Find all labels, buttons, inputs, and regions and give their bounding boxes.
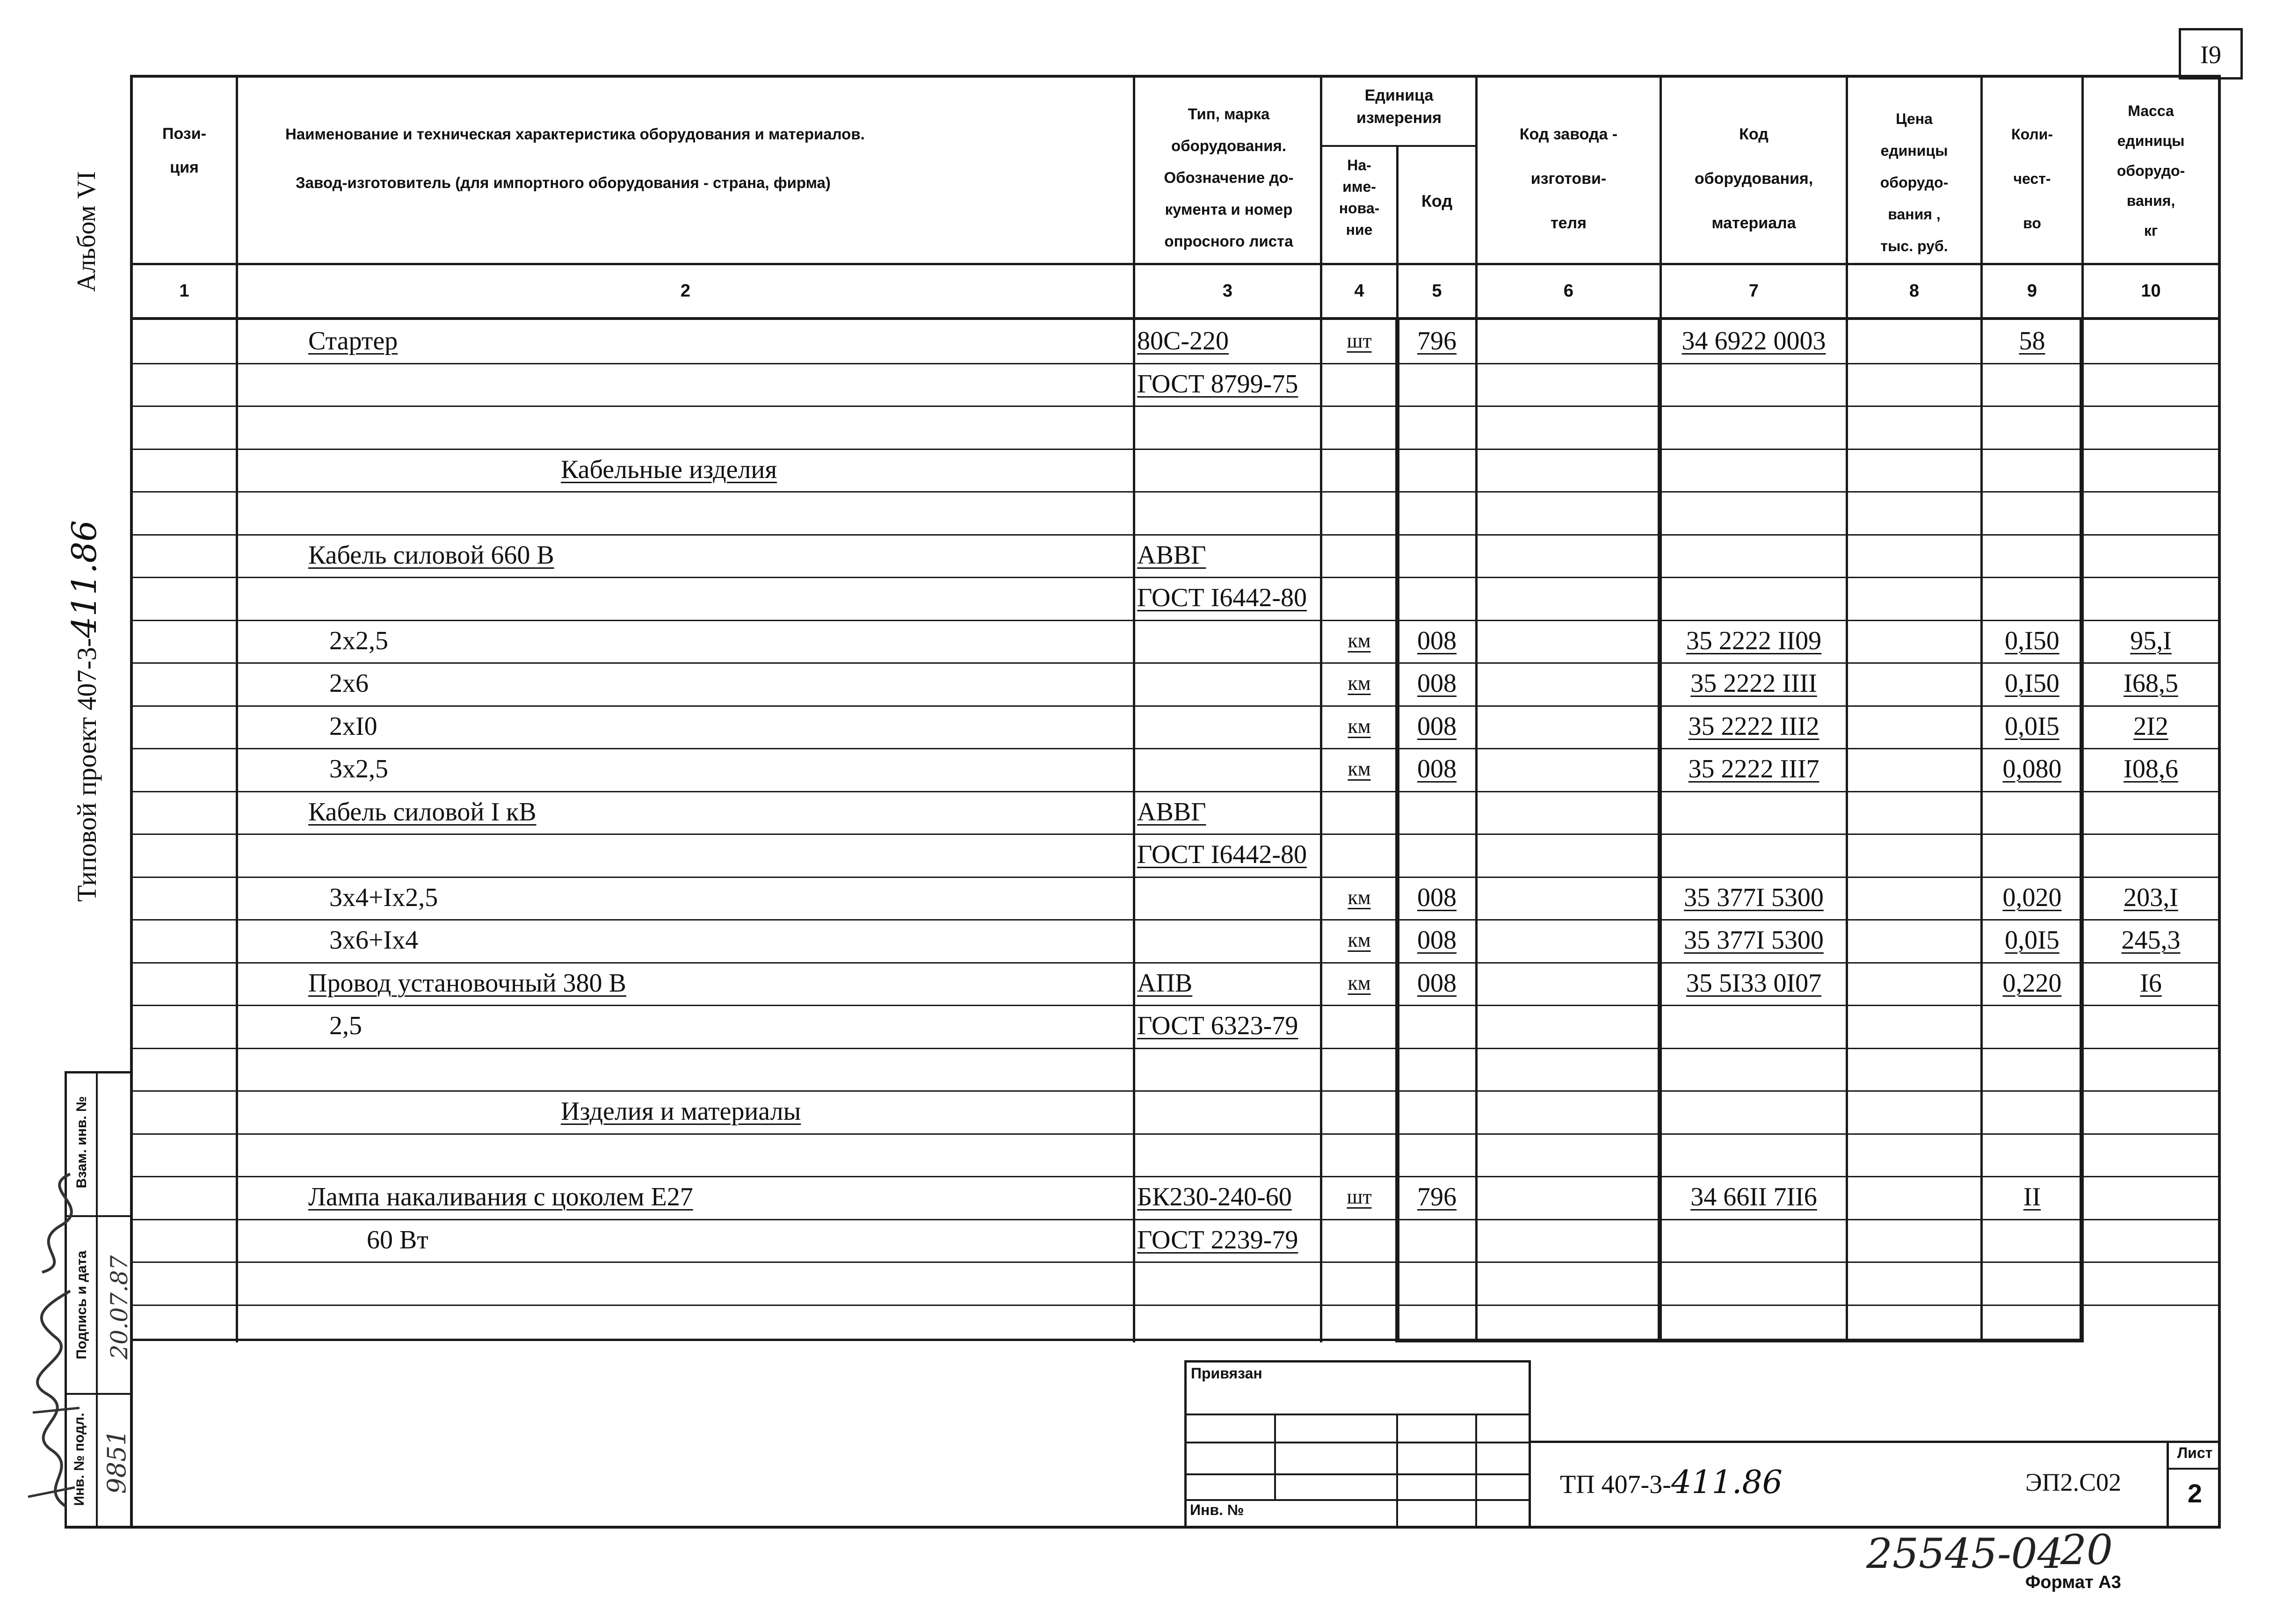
header-text: чест- xyxy=(2013,170,2051,187)
cell-qty: 0,080 xyxy=(2002,754,2062,783)
cell-name: 2,5 xyxy=(329,1011,362,1040)
header-text: вания , xyxy=(1888,206,1941,223)
side-project-title xyxy=(65,337,103,1085)
column-number: 7 xyxy=(1748,281,1759,301)
list-value: 2 xyxy=(2187,1479,2203,1508)
header-text: Тип, марка xyxy=(1188,105,1270,123)
cell-name: Кабельные изделия xyxy=(561,455,777,484)
cell-name: 3х4+Iх2,5 xyxy=(329,883,438,912)
cell-code: 35 2222 IIII xyxy=(1690,669,1817,698)
cell-ucode: 008 xyxy=(1417,926,1457,955)
cell-qty: 0,0I5 xyxy=(2005,926,2059,955)
cell-qty: 0,I50 xyxy=(2005,669,2059,698)
header-text: оборудования, xyxy=(1694,170,1813,188)
cell-name: 2х6 xyxy=(329,669,369,698)
column-number: 8 xyxy=(1909,281,1920,301)
doc-hand: 411.86 xyxy=(1671,1464,1783,1501)
cell-type: 80С-220 xyxy=(1137,326,1229,355)
cell-name: Изделия и материалы xyxy=(561,1097,801,1126)
header-text: На- xyxy=(1347,157,1371,174)
cell-code: 35 2222 III7 xyxy=(1688,754,1819,783)
header-text: единицы xyxy=(2117,132,2185,149)
cell-code: 34 66II 7II6 xyxy=(1690,1182,1817,1211)
side-album-title: Альбом VI xyxy=(72,171,101,292)
header-text: кумента и номер xyxy=(1165,201,1293,218)
cell-unit: км xyxy=(1348,715,1371,738)
cell-mass: I08,6 xyxy=(2124,754,2178,783)
header-text: Единица xyxy=(1364,87,1434,104)
cell-name: 3х6+Iх4 xyxy=(329,926,419,955)
sheet-number: I9 xyxy=(2200,41,2221,69)
header-text: Код xyxy=(1739,125,1769,143)
header-text: нова- xyxy=(1339,200,1380,217)
stamp-vzam-label: Взам. инв. № xyxy=(74,1096,89,1189)
handwritten-signature xyxy=(9,1132,94,1515)
header-text: Пози- xyxy=(162,125,206,143)
header-text: теля xyxy=(1551,214,1587,232)
cell-type: ГОСТ 6323-79 xyxy=(1137,1011,1298,1040)
cell-name: Стартер xyxy=(308,326,398,355)
side-project-hand: 411.86 xyxy=(65,520,104,638)
header-text: измерения xyxy=(1356,109,1442,127)
inv-no-label: Инв. № xyxy=(1190,1501,1244,1518)
stamp-inv-label: Инв. № подл. xyxy=(72,1413,87,1506)
cell-name: Кабель силовой 660 В xyxy=(308,541,554,570)
header-unit-name xyxy=(1322,154,1397,240)
header-name-line2: Завод-изготовитель (для импортного оборудования - страна, фирма) xyxy=(296,174,831,191)
cell-mass: 245,3 xyxy=(2121,926,2181,955)
column-number: 10 xyxy=(2141,281,2161,301)
cell-name: Лампа накаливания с цоколем Е27 xyxy=(308,1182,693,1211)
header-text: Коли- xyxy=(2011,126,2053,143)
header-unit-group xyxy=(1322,84,1476,129)
cell-ucode: 796 xyxy=(1417,326,1457,355)
cell-ucode: 008 xyxy=(1417,754,1457,783)
header-price xyxy=(1848,103,1980,262)
header-text: Обозначение до- xyxy=(1164,169,1294,186)
column-number: 6 xyxy=(1563,281,1574,301)
cell-mass: 203,I xyxy=(2124,883,2178,912)
cell-name: 60 Вт xyxy=(367,1225,428,1254)
cell-qty: 0,0I5 xyxy=(2005,712,2059,741)
cell-qty: 0,220 xyxy=(2002,969,2062,998)
format-label: Формат А3 xyxy=(2025,1573,2121,1592)
header-type xyxy=(1138,98,1320,257)
cell-unit: км xyxy=(1348,972,1371,994)
cell-unit: км xyxy=(1348,886,1371,909)
document-code: ЭП2.С02 xyxy=(2025,1468,2122,1496)
cell-unit: км xyxy=(1348,629,1371,652)
cell-ucode: 796 xyxy=(1417,1182,1457,1211)
header-text: во xyxy=(2023,215,2041,232)
cell-unit: км xyxy=(1348,928,1371,951)
stamp-inv-number: 9851 xyxy=(102,1429,131,1494)
cell-name: 3х2,5 xyxy=(329,754,388,783)
header-text: кг xyxy=(2144,222,2158,239)
cell-type: БК230-240-60 xyxy=(1137,1182,1292,1211)
cell-name: 2х2,5 xyxy=(329,626,388,655)
stamp-signature-label: Подпись и дата xyxy=(74,1250,89,1360)
header-text: ция xyxy=(170,159,199,176)
cell-type: АВВГ xyxy=(1137,541,1206,570)
header-name-line1: Наименование и техническая характеристика оборудования и материалов. xyxy=(285,125,865,143)
header-factory-code xyxy=(1478,112,1660,246)
header-text: оборудования. xyxy=(1171,137,1286,154)
cell-mass: I6 xyxy=(2140,969,2162,998)
cell-code: 35 2222 III2 xyxy=(1688,712,1819,741)
privyazan-label: Привязан xyxy=(1191,1365,1262,1382)
column-number: 4 xyxy=(1354,281,1364,301)
header-text: тыс. руб. xyxy=(1880,238,1948,254)
doc-prefix: ТП 407-3- xyxy=(1560,1470,1671,1499)
cell-mass: 95,I xyxy=(2130,626,2172,655)
cell-type: АВВГ xyxy=(1137,798,1206,826)
header-text: материала xyxy=(1711,214,1796,232)
header-quantity xyxy=(1983,112,2081,246)
header-text: оборудо- xyxy=(1880,174,1949,191)
header-mass xyxy=(2084,96,2218,246)
cell-mass: 2I2 xyxy=(2133,712,2168,741)
footer-hand-number: 25545-04 xyxy=(1866,1530,2064,1578)
cell-ucode: 008 xyxy=(1417,669,1457,698)
cell-name: Кабель силовой I кВ xyxy=(308,798,536,826)
cell-name: Провод установочный 380 В xyxy=(308,969,626,998)
cell-unit: шт xyxy=(1347,1185,1372,1208)
cell-qty: 0,I50 xyxy=(2005,626,2059,655)
header-position xyxy=(133,117,236,184)
header-text: име- xyxy=(1342,178,1376,195)
side-project-prefix: Типовой проект 407-3- xyxy=(72,638,102,902)
cell-name: 2хI0 xyxy=(329,712,377,741)
header-text: Цена xyxy=(1896,110,1933,127)
header-text: Код завода - xyxy=(1519,125,1618,143)
header-text: ние xyxy=(1346,221,1373,238)
cell-code: 35 5I33 0I07 xyxy=(1686,969,1822,998)
cell-code: 34 6922 0003 xyxy=(1682,326,1826,355)
list-label: Лист xyxy=(2177,1444,2213,1461)
column-number: 9 xyxy=(2027,281,2037,301)
document-designation xyxy=(1560,1464,1783,1501)
cell-type: ГОСТ 8799-75 xyxy=(1137,370,1298,399)
header-text: единицы xyxy=(1880,142,1948,159)
header-text: изготови- xyxy=(1530,170,1607,188)
cell-qty: II xyxy=(2023,1182,2041,1211)
cell-ucode: 008 xyxy=(1417,626,1457,655)
cell-type: ГОСТ 2239-79 xyxy=(1137,1225,1298,1254)
cell-qty: 58 xyxy=(2019,326,2045,355)
header-text: Масса xyxy=(2128,102,2174,119)
cell-unit: шт xyxy=(1347,329,1372,352)
cell-unit: км xyxy=(1348,672,1371,695)
cell-type: ГОСТ I6442-80 xyxy=(1137,583,1307,612)
column-number: 2 xyxy=(680,281,691,301)
column-number: 5 xyxy=(1432,281,1442,301)
cell-type: ГОСТ I6442-80 xyxy=(1137,840,1307,869)
cell-ucode: 008 xyxy=(1417,969,1457,998)
cell-type: АПВ xyxy=(1137,969,1193,998)
column-number: 1 xyxy=(179,281,189,301)
cell-ucode: 008 xyxy=(1417,712,1457,741)
header-text: Код xyxy=(1421,191,1453,210)
cell-code: 35 2222 II09 xyxy=(1686,626,1822,655)
header-text: опросного листа xyxy=(1164,232,1293,250)
cell-unit: км xyxy=(1348,757,1371,780)
cell-qty: 0,020 xyxy=(2002,883,2062,912)
cell-ucode: 008 xyxy=(1417,883,1457,912)
footer-hand-page: 20 xyxy=(2060,1526,2113,1574)
header-unit-code xyxy=(1399,187,1475,215)
cell-mass: I68,5 xyxy=(2124,669,2178,698)
header-text: оборудо- xyxy=(2117,162,2185,179)
column-number: 3 xyxy=(1222,281,1233,301)
header-text: вания, xyxy=(2126,192,2175,209)
cell-code: 35 377I 5300 xyxy=(1684,883,1824,912)
cell-code: 35 377I 5300 xyxy=(1684,926,1824,955)
stamp-date: 20.07.87 xyxy=(106,1255,133,1360)
header-equipment-code xyxy=(1662,112,1846,246)
